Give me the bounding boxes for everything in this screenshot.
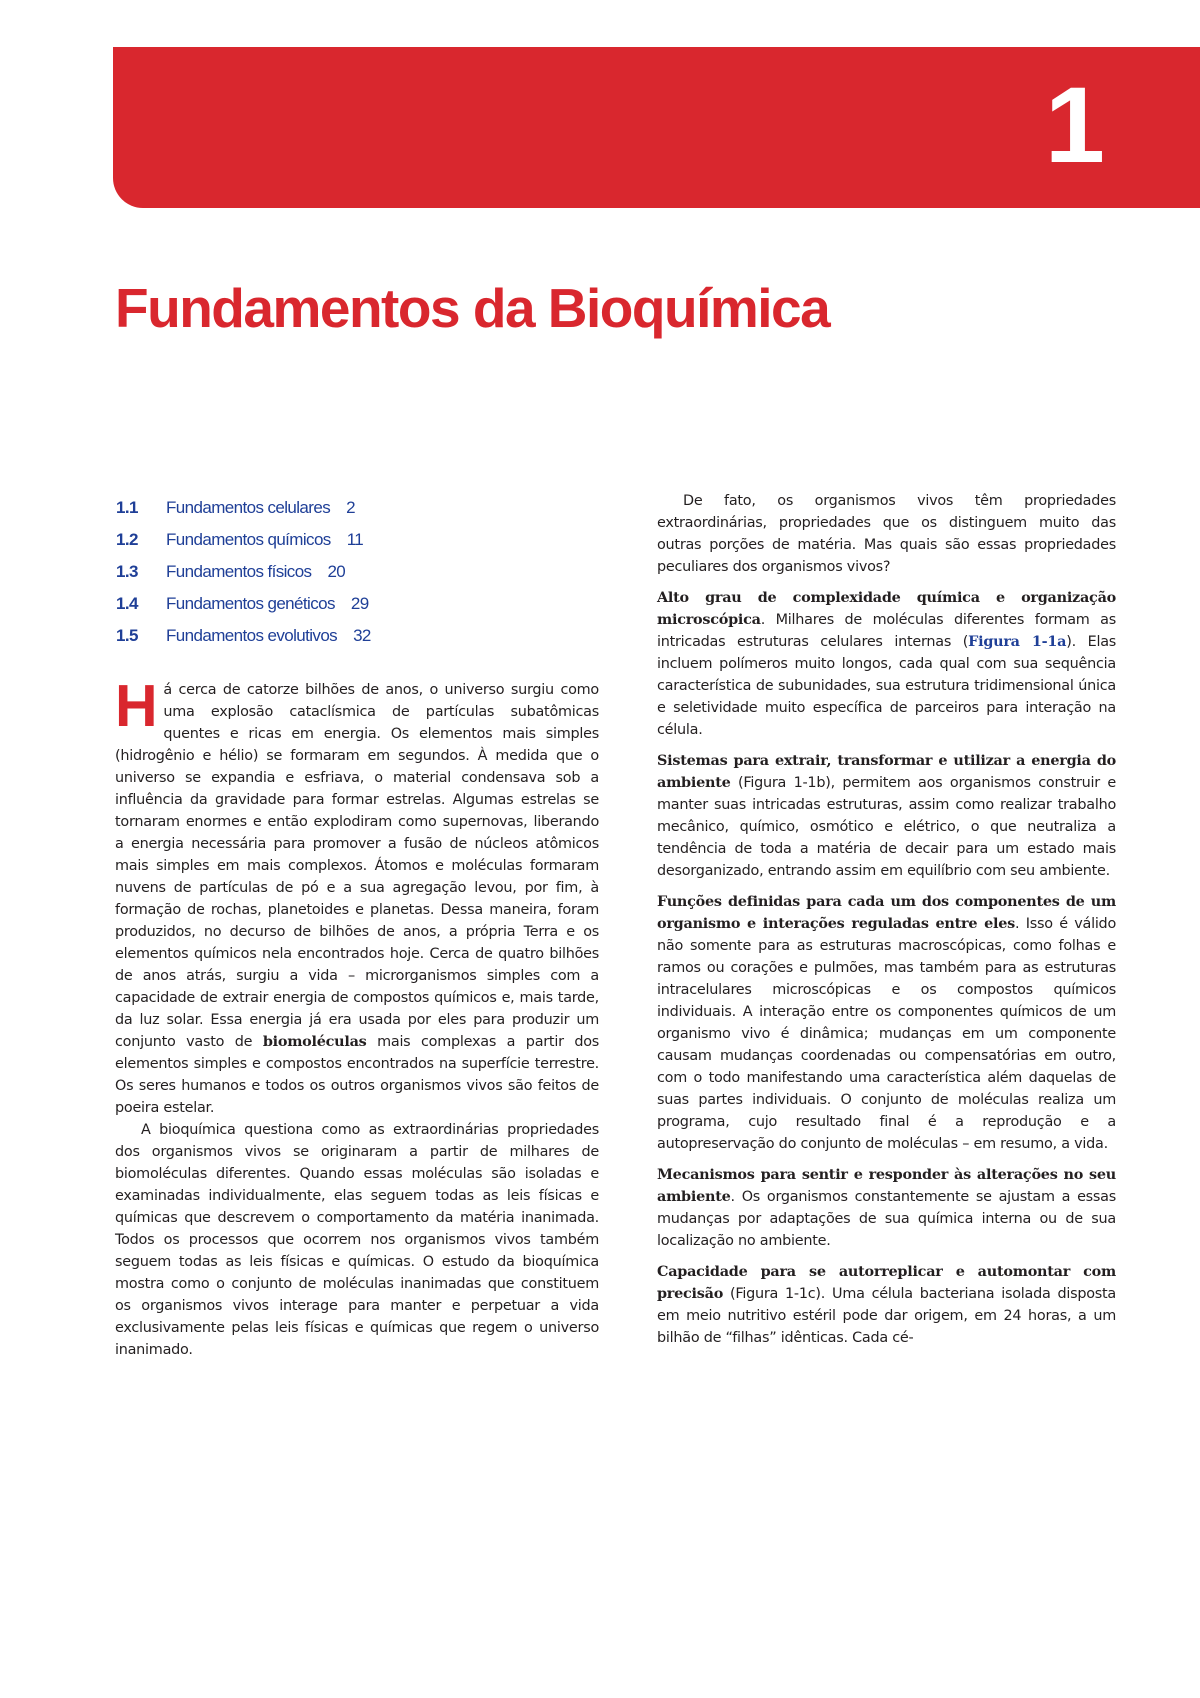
chapter-banner	[113, 47, 1200, 208]
chapter-number: 1	[1044, 64, 1105, 185]
property-heading: Sistemas para extrair, transformar e utilizar a energia do ambiente	[657, 752, 1116, 791]
body-paragraph: A bioquímica questiona como as extraordinárias propriedades dos organismos vivos se originaram a partir de milhares de biomoléculas diferentes. Quando essas moléculas são isoladas e examinadas individualmente, elas seguem todas as leis físicas e químicas que descrevem o comportamento da matéria inanimada. Todos os processos que ocorrem nos organismos vivos também seguem todas as leis físicas e químicas. O estudo da bioquímica mostra como o conjunto de moléculas inanimadas que constituem os organismos vivos interage para manter e perpetuar a vida exclusivamente pelas leis físicas e químicas que regem o universo inanimado.	[115, 1122, 599, 1358]
toc-title: Fundamentos celulares	[166, 498, 331, 517]
toc-item[interactable]	[116, 524, 416, 556]
property-item	[657, 750, 1116, 882]
toc-number: 1.5	[116, 626, 138, 645]
toc-page: 11	[346, 530, 364, 549]
intro-paragraph	[115, 673, 600, 1119]
paragraph-text: . Os organismos constantemente se ajustam a essas mudanças por adaptações de sua química interna ou de sua localização no ambiente.	[657, 1189, 1116, 1249]
toc-page: 29	[350, 594, 369, 613]
right-column	[657, 490, 1116, 1349]
toc-item[interactable]	[116, 492, 416, 524]
paragraph-text: . Isso é válido não somente para as estruturas macroscópicas, como folhas e ramos ou corações e pulmões, mas também para as estruturas intracelulares microscópicas e os compostos químicos individuais. A interação entre os componentes químicos de um organismo vivo é dinâmica; mudanças em um componente causam mudanças coordenadas ou compensatórias em outro, com o todo manifestando uma característica além daquelas de suas partes individuais. O conjunto de moléculas realiza um programa, cujo resultado final é a reprodução e a autopreservação do conjunto de moléculas – em resumo, a vida.	[657, 916, 1116, 1152]
paragraph-text: á cerca de catorze bilhões de anos, o universo surgiu como uma explosão cataclísmica de partículas subatômicas quentes e ricas em energia. Os elementos mais simples (hidrogênio e hélio) se formaram em segundos. À medida que o universo se expandia e esfriava, o material condensava sob a influência da gravidade para formar estrelas. Algumas estrelas se tornaram enormes e então explodiram como supernovas, liberando a energia necessária para promover a fusão de núcleos atômicos mais simples em mais complexos. Átomos e moléculas formaram nuvens de partículas de pó e a sua agregação levou, por fim, à formação de rochas, planetoides e planetas. Dessa maneira, foram produzidos, no decurso de bilhões de anos, a própria Terra e os elementos químicos nela encontrados hoje. Cerca de quatro bilhões de anos atrás, surgiu a vida – microrganismos simples com a capacidade de extrair energia de compostos químicos e, mais tarde, da luz solar. Essa energia já era usada por eles para produzir um conjunto vasto de	[115, 682, 599, 1050]
property-item	[657, 1261, 1116, 1349]
body-paragraph: De fato, os organismos vivos têm propriedades extraordinárias, propriedades que os distinguem muito das outras porções de matéria. Mas quais são essas propriedades peculiares dos organismos vivos?	[657, 493, 1116, 575]
paragraph-text: (Figura 1-1b), permitem aos organismos construir e manter suas intricadas estruturas, assim como realizar trabalho mecânico, químico, osmótico e elétrico, o que neutraliza a tendência de toda a matéria de decair para um estado mais desorganizado, entrando assim em equilíbrio com seu ambiente.	[657, 775, 1116, 879]
toc-number: 1.2	[116, 530, 138, 549]
toc-page: 20	[327, 562, 346, 581]
toc-page: 32	[353, 626, 371, 645]
property-item	[657, 891, 1116, 1155]
table-of-contents	[116, 492, 416, 652]
toc-item[interactable]	[116, 556, 416, 588]
paragraph-text: ). Elas incluem polímeros muito longos, cada qual com sua sequência característica de subunidades, sua estrutura tridimensional única e seletividade muito específica de parceiros para interação na célula.	[657, 634, 1117, 738]
chapter-title: Fundamentos da Bioquímica	[115, 277, 830, 339]
left-column	[115, 673, 600, 1361]
paragraph-text: . Milhares de moléculas diferentes formam as intricadas estruturas celulares internas (	[657, 612, 1116, 650]
toc-page: 2	[346, 498, 355, 517]
toc-item[interactable]	[116, 588, 416, 620]
property-heading: Funções definidas para cada um dos componentes de um organismo e interações reguladas entre eles	[657, 893, 1116, 932]
key-term: biomoléculas	[262, 1033, 367, 1050]
toc-item[interactable]	[116, 620, 416, 652]
toc-title: Fundamentos químicos	[166, 530, 331, 549]
toc-number: 1.3	[116, 562, 138, 581]
property-item	[657, 587, 1116, 741]
toc-number: 1.4	[116, 594, 138, 613]
property-heading: Capacidade para se autorreplicar e automontar com precisão	[657, 1263, 1116, 1302]
property-heading: Mecanismos para sentir e responder às alterações no seu ambiente	[657, 1166, 1116, 1205]
toc-title: Fundamentos físicos	[166, 562, 312, 581]
figure-reference-link[interactable]: Figura 1-1a	[968, 633, 1067, 650]
drop-cap: H	[115, 673, 158, 739]
toc-title: Fundamentos genéticos	[166, 594, 335, 613]
toc-number: 1.1	[116, 498, 138, 517]
property-heading: Alto grau de complexidade química e organização microscópica	[657, 589, 1116, 628]
toc-title: Fundamentos evolutivos	[166, 626, 338, 645]
property-item	[657, 1164, 1116, 1252]
paragraph-text: (Figura 1-1c). Uma célula bacteriana isolada disposta em meio nutritivo estéril pode dar origem, em 24 horas, a um bilhão de “filhas” idênticas. Cada cé-	[657, 1286, 1116, 1346]
paragraph-text: mais complexas a partir dos elementos simples e compostos encontrados na superfície terrestre. Os seres humanos e todos os outros organismos vivos são feitos de poeira estelar.	[115, 1034, 600, 1116]
